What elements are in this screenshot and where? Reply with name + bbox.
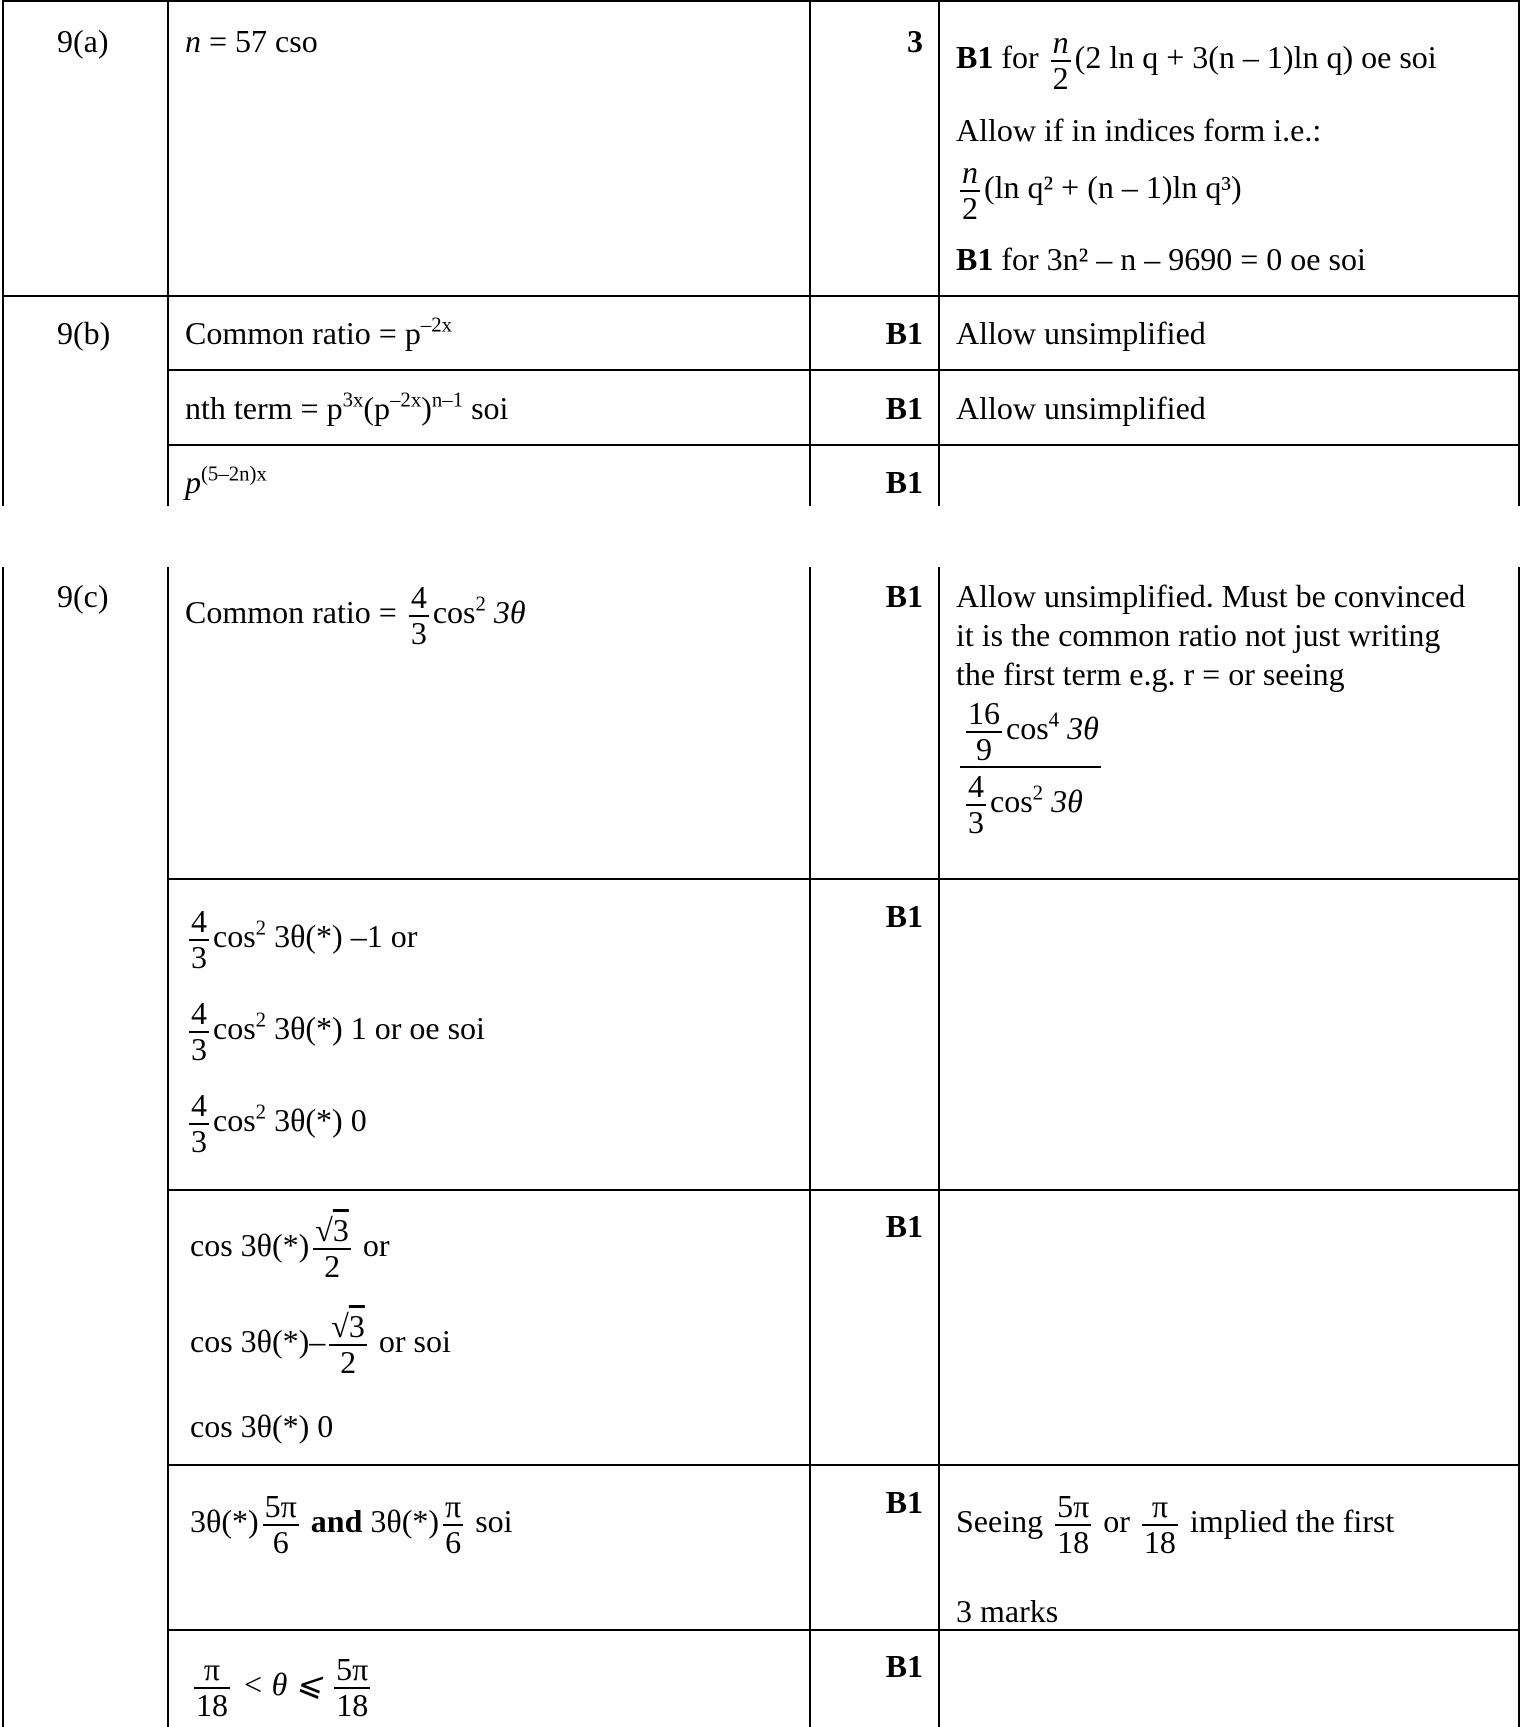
numerator: π <box>194 1653 230 1689</box>
marks-cell: B1 <box>885 1208 923 1244</box>
answer-line <box>185 905 417 974</box>
guidance-line: Allow unsimplified <box>956 315 1206 351</box>
rule <box>167 1629 1520 1631</box>
denominator: 3 <box>968 803 984 840</box>
function: cos <box>213 1101 256 1138</box>
numerator: 5π <box>336 1651 369 1687</box>
answer-text: Common ratio = <box>185 593 405 630</box>
numerator: 16 <box>968 695 1000 731</box>
exponent: 3x <box>342 388 364 412</box>
guidance-text: (ln q² + (n – 1)ln q³) <box>984 168 1242 205</box>
numerator: π <box>1142 1490 1178 1526</box>
fraction <box>313 1214 351 1283</box>
exponent: 4 <box>1048 708 1060 732</box>
answer-line: cos 3θ(*) 0 <box>190 1408 334 1444</box>
guidance-text: for <box>993 38 1047 75</box>
function: cos <box>213 917 256 954</box>
function: cos <box>1006 709 1049 746</box>
rule <box>938 567 940 1727</box>
rule <box>938 0 940 506</box>
answer-text: < θ ⩽ <box>234 1665 331 1702</box>
guidance-line: 3 marks <box>956 1593 1059 1629</box>
rule <box>2 295 1520 297</box>
guidance-line: the first term e.g. r = or seeing <box>956 656 1345 692</box>
numerator: 5π <box>264 1488 297 1524</box>
denominator: 3 <box>191 938 207 975</box>
numerator: π <box>445 1488 462 1524</box>
numerator: 4 <box>191 1087 207 1123</box>
guidance-line <box>956 1490 1394 1559</box>
denominator: 2 <box>324 1247 341 1284</box>
rule <box>2 0 4 506</box>
rule <box>167 369 1520 371</box>
fraction <box>960 156 980 225</box>
guidance-line: Allow if in indices form i.e.: <box>956 112 1322 148</box>
marks-cell: B1 <box>885 464 923 500</box>
answer-cell <box>185 463 267 501</box>
guidance-text: or <box>1095 1502 1138 1539</box>
answer-text: = 57 cso <box>201 23 318 59</box>
mark-code: B1 <box>956 38 994 75</box>
denominator: 9 <box>976 730 992 767</box>
rule <box>1518 567 1520 1727</box>
rule <box>809 0 811 506</box>
numerator: n <box>1052 24 1069 60</box>
answer-text: soi <box>467 1502 513 1539</box>
numerator <box>960 697 1101 768</box>
guidance-text: implied the first <box>1181 1502 1395 1539</box>
fraction <box>329 1310 367 1379</box>
guidance-text: Seeing <box>956 1502 1044 1539</box>
answer-text: cos 3θ(*) <box>190 1322 310 1359</box>
radicand: 3 <box>332 1212 349 1248</box>
answer-line <box>185 997 485 1066</box>
guidance-line: Allow unsimplified <box>956 390 1206 426</box>
numerator: √3 <box>331 1308 365 1344</box>
numerator: 4 <box>191 995 207 1031</box>
guidance-line <box>956 240 1366 278</box>
answer-line <box>190 1653 374 1722</box>
guidance-line <box>956 26 1437 95</box>
denominator: 18 <box>1057 1523 1090 1560</box>
marks-cell: B1 <box>885 898 923 934</box>
fraction <box>1142 1490 1178 1559</box>
exponent: 2 <box>255 1008 267 1032</box>
answer-text: (p <box>363 390 391 426</box>
fraction <box>263 1490 299 1559</box>
denominator: 18 <box>336 1686 369 1723</box>
exponent: 2 <box>475 592 486 616</box>
denominator: 2 <box>340 1343 357 1380</box>
question-number: 9(a) <box>57 23 109 59</box>
fraction <box>194 1653 230 1722</box>
exponent: 2 <box>1032 781 1044 805</box>
denominator: 2 <box>1052 59 1069 96</box>
table-lower <box>0 567 1523 1727</box>
compound-fraction <box>960 697 1101 839</box>
guidance-text: 3n² – n – 9690 = 0 oe soi <box>1046 241 1366 277</box>
answer-text: 3θ(*) <box>190 1502 259 1539</box>
variable: p <box>185 464 201 500</box>
rule <box>167 878 1520 880</box>
rule <box>167 1189 1520 1191</box>
denominator: 2 <box>962 189 978 226</box>
function: cos <box>990 783 1033 820</box>
answer-line <box>190 1490 513 1559</box>
denominator: 3 <box>191 1122 207 1159</box>
rule <box>167 0 169 506</box>
rule <box>2 0 1520 2</box>
denominator: 6 <box>272 1523 289 1560</box>
marks-cell: B1 <box>885 1648 923 1684</box>
table-upper <box>0 0 1523 506</box>
answer-text: 3θ <box>1059 709 1099 746</box>
variable: n <box>185 23 201 59</box>
guidance-line: Allow unsimplified. Must be convinced <box>956 578 1466 614</box>
denominator: 3 <box>191 1030 207 1067</box>
denominator: 18 <box>196 1686 228 1723</box>
numerator: √3 <box>315 1212 349 1248</box>
question-number: 9(c) <box>57 578 109 614</box>
answer-text: nth term = p <box>185 390 343 426</box>
answer-text: Common ratio = p <box>185 315 421 351</box>
fraction <box>189 1089 209 1158</box>
guidance-text: for <box>993 241 1047 277</box>
rule <box>167 1464 1520 1466</box>
rule <box>167 567 169 1727</box>
numerator: 4 <box>410 579 427 615</box>
denominator <box>960 768 1101 839</box>
denominator: 18 <box>1143 1523 1176 1560</box>
answer-text: or soi <box>370 1322 451 1359</box>
numerator: 5π <box>1057 1488 1090 1524</box>
denominator: 3 <box>410 614 427 651</box>
answer-text: and <box>302 1502 371 1539</box>
marks-cell: B1 <box>885 1484 923 1520</box>
fraction <box>966 697 1002 766</box>
marks-cell: B1 <box>885 390 923 426</box>
answer-line <box>185 1089 367 1158</box>
answer-text: 3θ <box>485 593 526 630</box>
answer-cell <box>185 314 452 352</box>
answer-cell <box>185 22 318 60</box>
function: cos <box>432 593 476 630</box>
answer-line <box>190 1310 451 1379</box>
answer-cell <box>185 389 508 427</box>
guidance-line: it is the common ratio not just writing <box>956 617 1441 653</box>
numerator: 4 <box>191 903 207 939</box>
answer-text: 3θ(*) 1 or oe soi <box>266 1009 485 1046</box>
marks-cell: 3 <box>907 23 923 59</box>
question-number: 9(b) <box>57 315 111 351</box>
answer-line <box>190 1214 390 1283</box>
exponent: –2x <box>390 388 422 412</box>
fraction <box>443 1490 463 1559</box>
answer-text: cos 3θ(*) <box>190 1226 310 1263</box>
numerator: 4 <box>968 768 984 805</box>
exponent: (5–2n)x <box>201 462 267 486</box>
exponent: 2 <box>255 916 267 940</box>
answer-text: – <box>309 1322 326 1359</box>
marks-cell: B1 <box>885 315 923 351</box>
fraction <box>1055 1490 1091 1559</box>
fraction <box>189 905 209 974</box>
fraction <box>334 1653 370 1722</box>
answer-cell <box>185 581 526 650</box>
rule <box>809 567 811 1727</box>
rule <box>167 444 1520 446</box>
rule <box>2 567 4 1727</box>
answer-text: 3θ(*) <box>370 1502 440 1539</box>
exponent: n–1 <box>431 388 464 412</box>
radicand: 3 <box>348 1308 365 1344</box>
exponent: 2 <box>255 1100 267 1124</box>
numerator: n <box>962 154 978 190</box>
fraction <box>1051 26 1071 95</box>
mark-code: B1 <box>956 241 994 277</box>
answer-text: ) <box>421 390 432 426</box>
function: cos <box>213 1009 256 1046</box>
answer-text: or <box>354 1226 390 1263</box>
fraction <box>966 770 986 839</box>
rule <box>1518 0 1520 506</box>
guidance-line <box>956 156 1242 225</box>
marks-cell: B1 <box>885 578 923 614</box>
answer-text: soi <box>463 390 509 426</box>
denominator: 6 <box>445 1523 462 1560</box>
answer-text: 3θ(*) 0 <box>266 1101 367 1138</box>
fraction <box>409 581 429 650</box>
guidance-text: (2 ln q + 3(n – 1)ln q) oe soi <box>1074 38 1437 75</box>
exponent: –2x <box>420 313 453 337</box>
answer-text: 3θ(*) –1 or <box>266 917 418 954</box>
fraction <box>189 997 209 1066</box>
answer-text: 3θ <box>1043 783 1083 820</box>
